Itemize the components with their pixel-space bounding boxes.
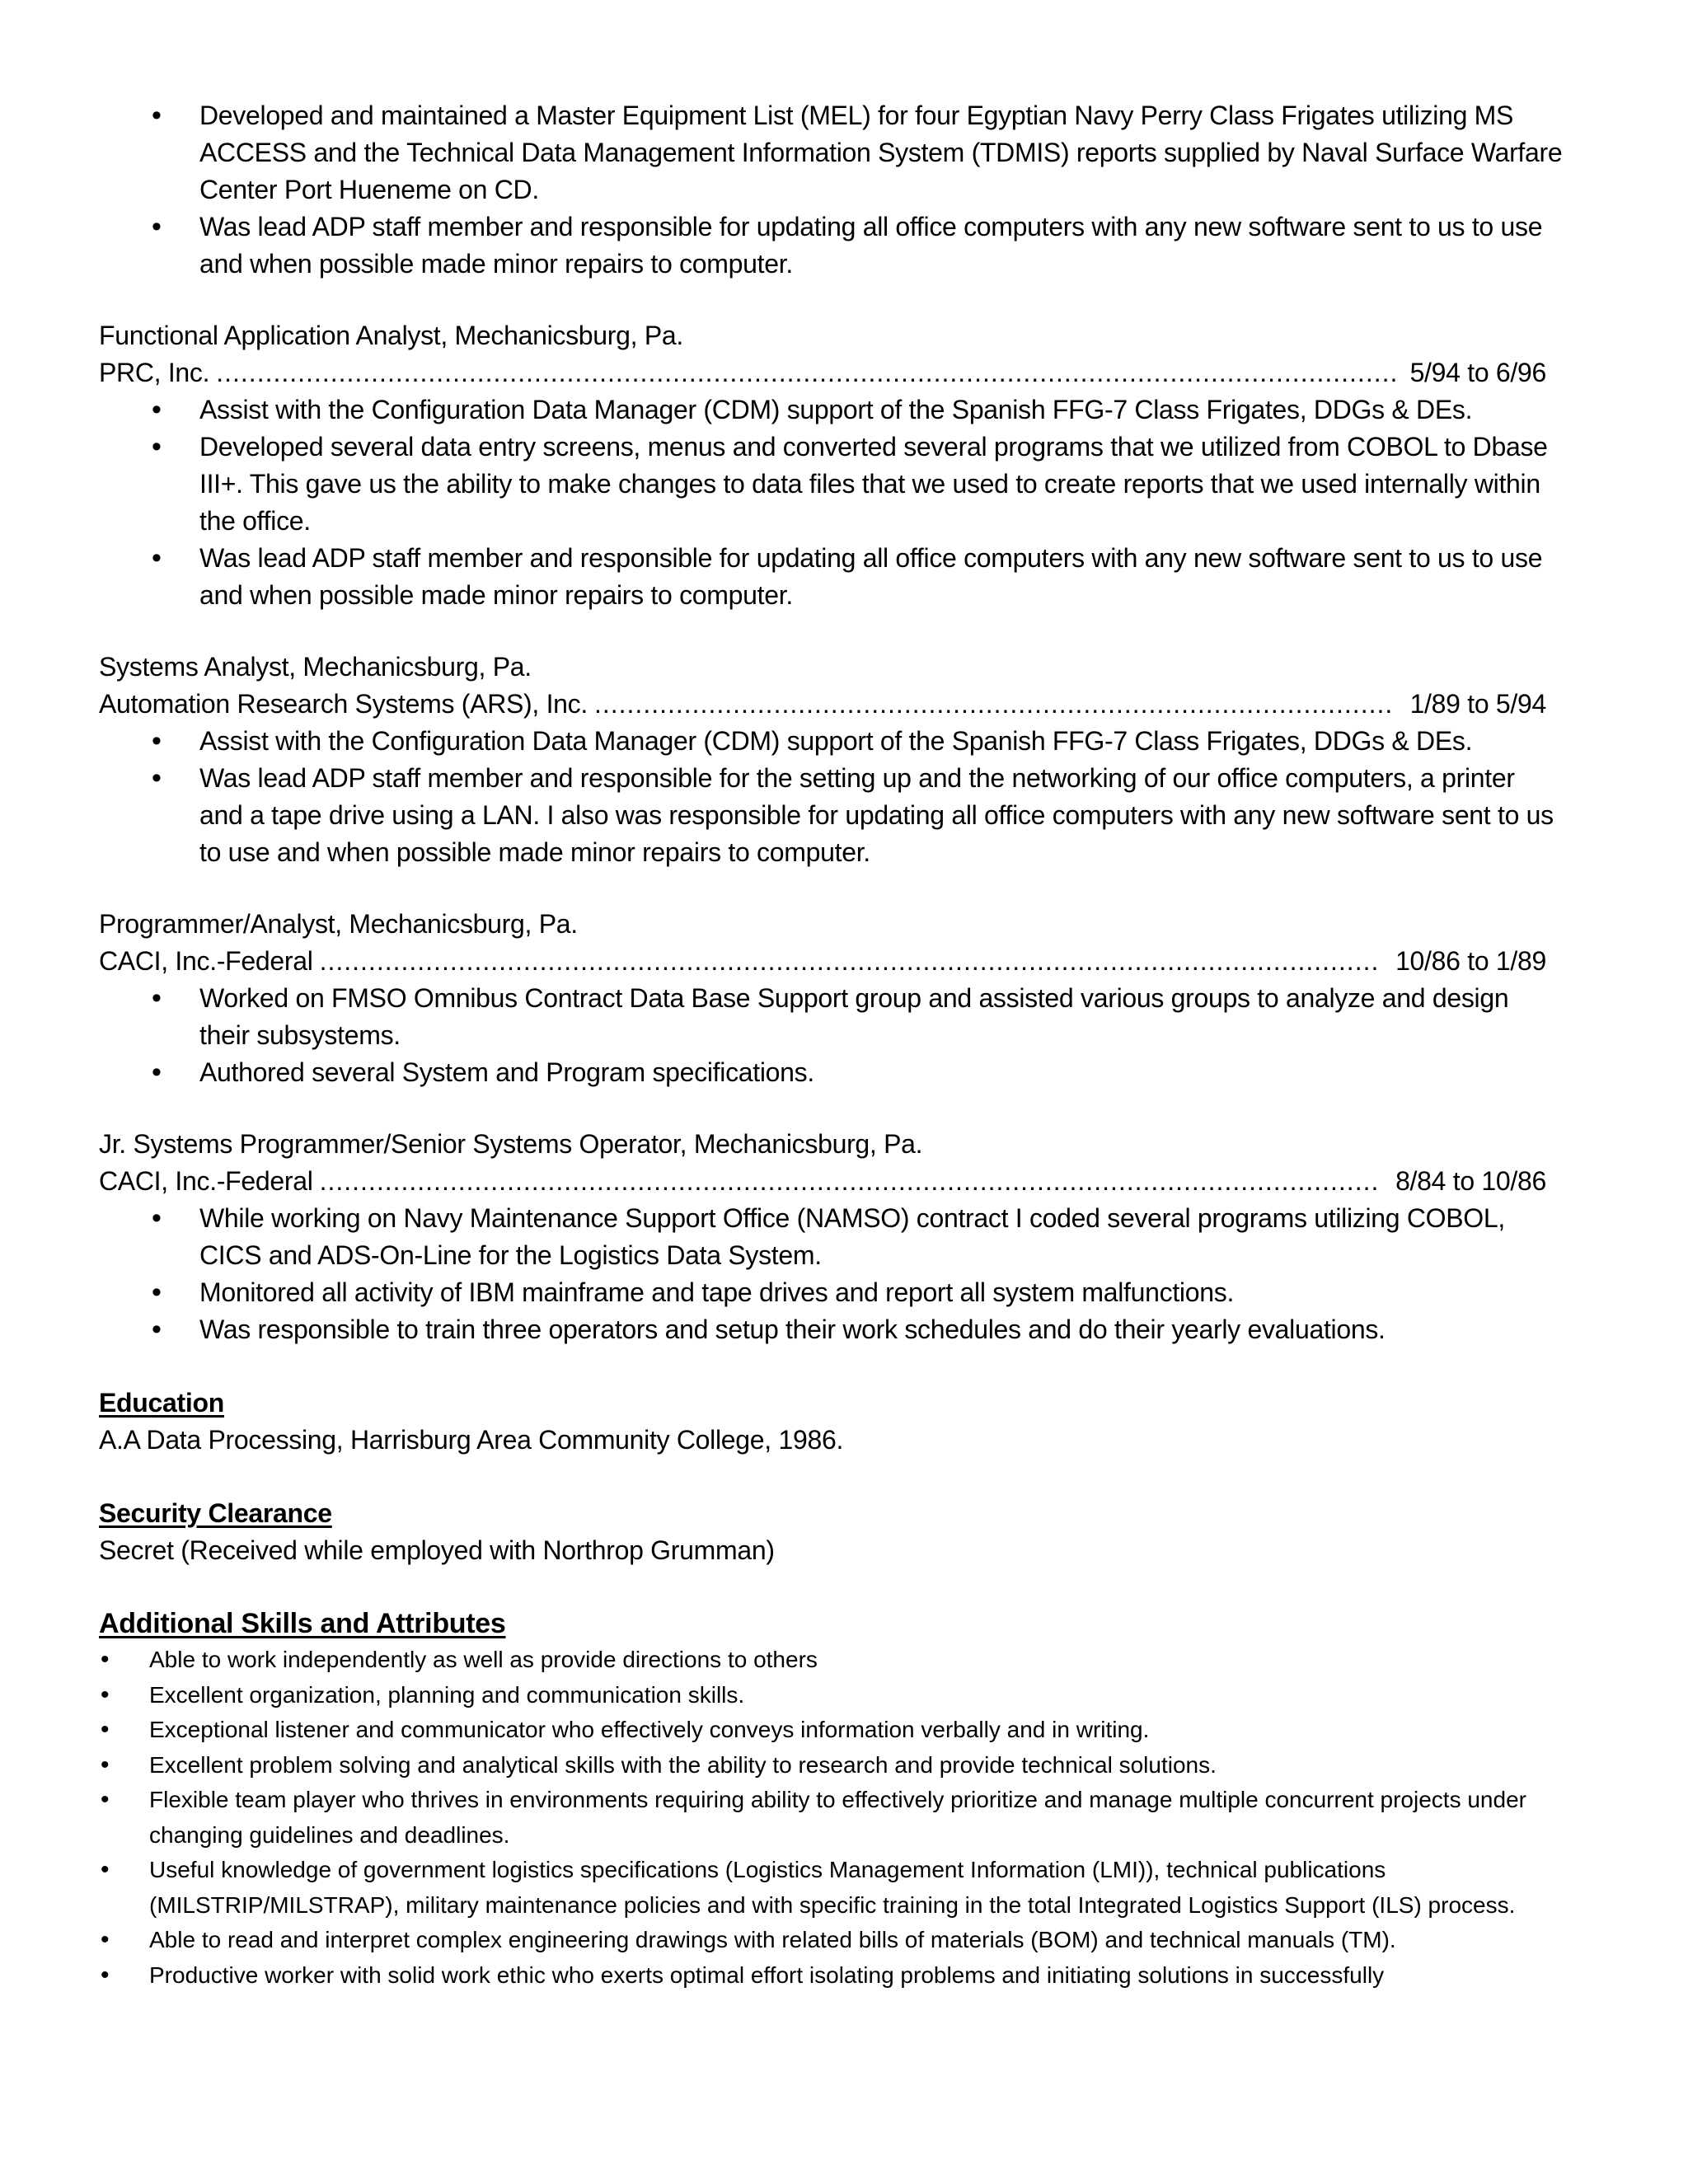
list-item: • Worked on FMSO Omnibus Contract Data Base Support group and assisted various groups to analyze and design their subsystems. — [99, 980, 1564, 1054]
company-name: PRC, Inc. — [99, 358, 210, 387]
list-item: • Developed and maintained a Master Equipment List (MEL) for four Egyptian Navy Perry Class Frigates utilizing MS ACCESS and the Technical Data Management Information System (TDMIS) reports supplied by Naval Surface Warfare Center Port Hueneme on CD. — [99, 97, 1564, 209]
list-item: • Excellent organization, planning and communication skills. — [99, 1678, 1564, 1713]
security-text: Secret (Received while employed with Northrop Grumman) — [99, 1535, 775, 1565]
list-item: • Exceptional listener and communicator who effectively conveys information verbally and in writing. — [99, 1713, 1564, 1748]
skills-heading: Additional Skills and Attributes — [99, 1608, 506, 1639]
job-entry-ars — [99, 649, 1564, 871]
job-dates: 5/94 to 6/96 — [1409, 358, 1546, 387]
education-heading: Education — [99, 1388, 224, 1418]
job-title: Functional Application Analyst, Mechanicsburg, Pa. — [99, 321, 683, 350]
job-bullet-list — [99, 723, 1564, 871]
job-company-line — [99, 354, 1564, 391]
job-dates: 1/89 to 5/94 — [1409, 689, 1546, 719]
education-text: A.A Data Processing, Harrisburg Area Community College, 1986. — [99, 1425, 844, 1455]
list-item: • Able to work independently as well as provide directions to others — [99, 1643, 1564, 1678]
list-item: • Was lead ADP staff member and responsible for updating all office computers with any new software sent to us to use and when possible made minor repairs to computer. — [99, 209, 1564, 283]
job-company-line — [99, 943, 1564, 980]
list-item: • Useful knowledge of government logistics specifications (Logistics Management Information (LMI)), technical publications (MILSTRIP/MILSTRAP), military maintenance policies and with specific training in the total Integrated Logistics Support (ILS) process. — [99, 1853, 1564, 1923]
list-item: • Assist with the Configuration Data Manager (CDM) support of the Spanish FFG-7 Class Frigates, DDGs & DEs. — [99, 723, 1564, 760]
education-section — [99, 1385, 1564, 1459]
job-title: Systems Analyst, Mechanicsburg, Pa. — [99, 652, 532, 682]
job-title: Jr. Systems Programmer/Senior Systems Operator, Mechanicsburg, Pa. — [99, 1129, 923, 1159]
job-dates: 8/84 to 10/86 — [1395, 1166, 1546, 1196]
skills-section — [99, 1605, 1564, 1993]
list-item: • Was responsible to train three operators and setup their work schedules and do their yearly evaluations. — [99, 1311, 1564, 1348]
list-item: • Was lead ADP staff member and responsible for updating all office computers with any new software sent to us to use and when possible made minor repairs to computer. — [99, 540, 1564, 614]
list-item: • Was lead ADP staff member and responsible for the setting up and the networking of our office computers, a printer and a tape drive using a LAN. I also was responsible for updating all office computers with any new software sent to us to use and when possible made minor repairs to computer. — [99, 760, 1564, 871]
list-item: • Productive worker with solid work ethic who exerts optimal effort isolating problems and initiating solutions in successfully — [99, 1958, 1564, 1994]
dot-leader — [320, 943, 1381, 980]
dot-leader — [594, 686, 1395, 723]
dot-leader — [320, 1163, 1381, 1200]
resume-body — [99, 97, 1564, 1993]
job-entry-caci-programmer — [99, 906, 1564, 1091]
list-item: • While working on Navy Maintenance Support Office (NAMSO) contract I coded several programs utilizing COBOL, CICS and ADS-On-Line for the Logistics Data System. — [99, 1200, 1564, 1274]
skills-body — [99, 1643, 1564, 1993]
job-dates: 10/86 to 1/89 — [1395, 946, 1546, 976]
dot-leader — [216, 354, 1395, 391]
security-heading: Security Clearance — [99, 1498, 332, 1528]
security-section — [99, 1495, 1564, 1569]
company-name: CACI, Inc.-Federal — [99, 1166, 313, 1196]
job-bullet-list — [99, 391, 1564, 614]
list-item: • Flexible team player who thrives in environments requiring ability to effectively prioritize and manage multiple concurrent projects under changing guidelines and deadlines. — [99, 1783, 1564, 1853]
intro-bullet-list — [99, 97, 1564, 283]
list-item: • Able to read and interpret complex engineering drawings with related bills of materials (BOM) and technical manuals (TM). — [99, 1923, 1564, 1958]
skills-list — [99, 1643, 1564, 1993]
list-item: • Monitored all activity of IBM mainframe and tape drives and report all system malfunctions. — [99, 1274, 1564, 1311]
job-entry-prc — [99, 317, 1564, 614]
company-name: Automation Research Systems (ARS), Inc. — [99, 689, 588, 719]
company-name: CACI, Inc.-Federal — [99, 946, 313, 976]
job-bullet-list — [99, 1200, 1564, 1348]
job-bullet-list — [99, 980, 1564, 1091]
job-company-line — [99, 686, 1564, 723]
list-item: • Excellent problem solving and analytical skills with the ability to research and provide technical solutions. — [99, 1748, 1564, 1783]
list-item: • Developed several data entry screens, menus and converted several programs that we utilized from COBOL to Dbase III+. This gave us the ability to make changes to data files that we used to create reports that we used internally within the office. — [99, 429, 1564, 540]
job-title: Programmer/Analyst, Mechanicsburg, Pa. — [99, 909, 578, 939]
job-company-line — [99, 1163, 1564, 1200]
list-item: • Assist with the Configuration Data Manager (CDM) support of the Spanish FFG-7 Class Frigates, DDGs & DEs. — [99, 391, 1564, 429]
list-item: • Authored several System and Program specifications. — [99, 1054, 1564, 1091]
job-entry-caci-operator — [99, 1126, 1564, 1348]
